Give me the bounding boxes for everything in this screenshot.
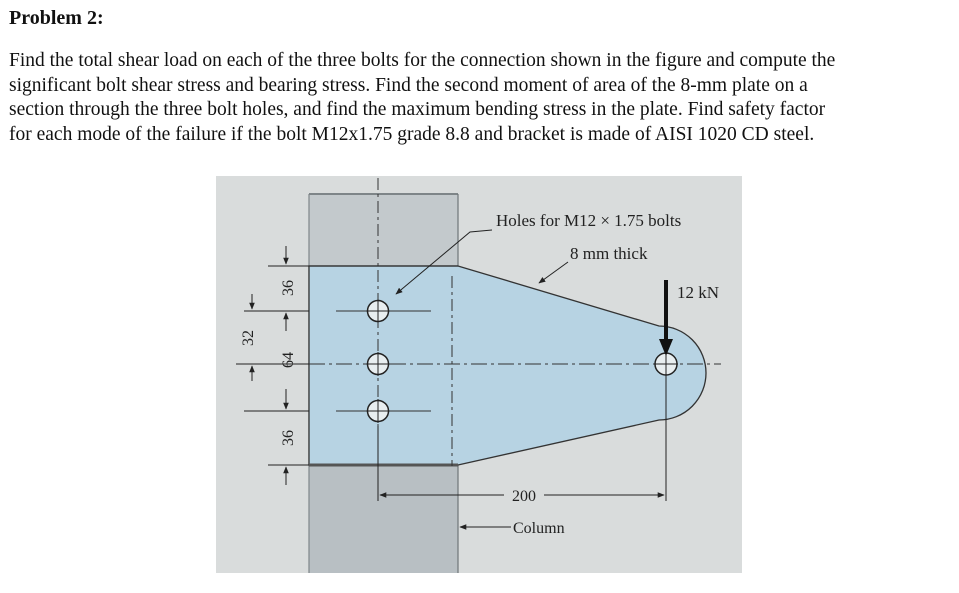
dim-200-label: 200 xyxy=(512,488,536,505)
thickness-label: 8 mm thick xyxy=(570,244,648,263)
problem-line-2: significant bolt shear stress and bearing stress. Find the second moment of area of the 8-mm plate on a xyxy=(9,74,808,96)
problem-line-3: section through the three bolt holes, and find the maximum bending stress in the plate. Find safety factor xyxy=(9,99,826,120)
column-wall-top xyxy=(309,194,458,266)
column-label: Column xyxy=(513,520,565,537)
dim-left-outer-label: 32 xyxy=(240,330,257,346)
problem-statement xyxy=(9,49,949,147)
bracket-figure xyxy=(216,176,742,573)
problem-heading: Problem 2: xyxy=(9,7,104,29)
problem-line-1: Find the total shear load on each of the three bolts for the connection shown in the figure and compute the xyxy=(9,50,836,71)
dim-top-label: 36 xyxy=(280,280,297,296)
holes-label: Holes for M12 × 1.75 bolts xyxy=(496,211,682,230)
load-label: 12 kN xyxy=(677,283,720,302)
problem-line-4: for each mode of the failure if the bolt M12x1.75 grade 8.8 and bracket is made of AISI 1020 CD steel. xyxy=(9,123,815,145)
dim-middle-label: 64 xyxy=(280,352,297,368)
dim-bottom-label: 36 xyxy=(280,430,297,446)
